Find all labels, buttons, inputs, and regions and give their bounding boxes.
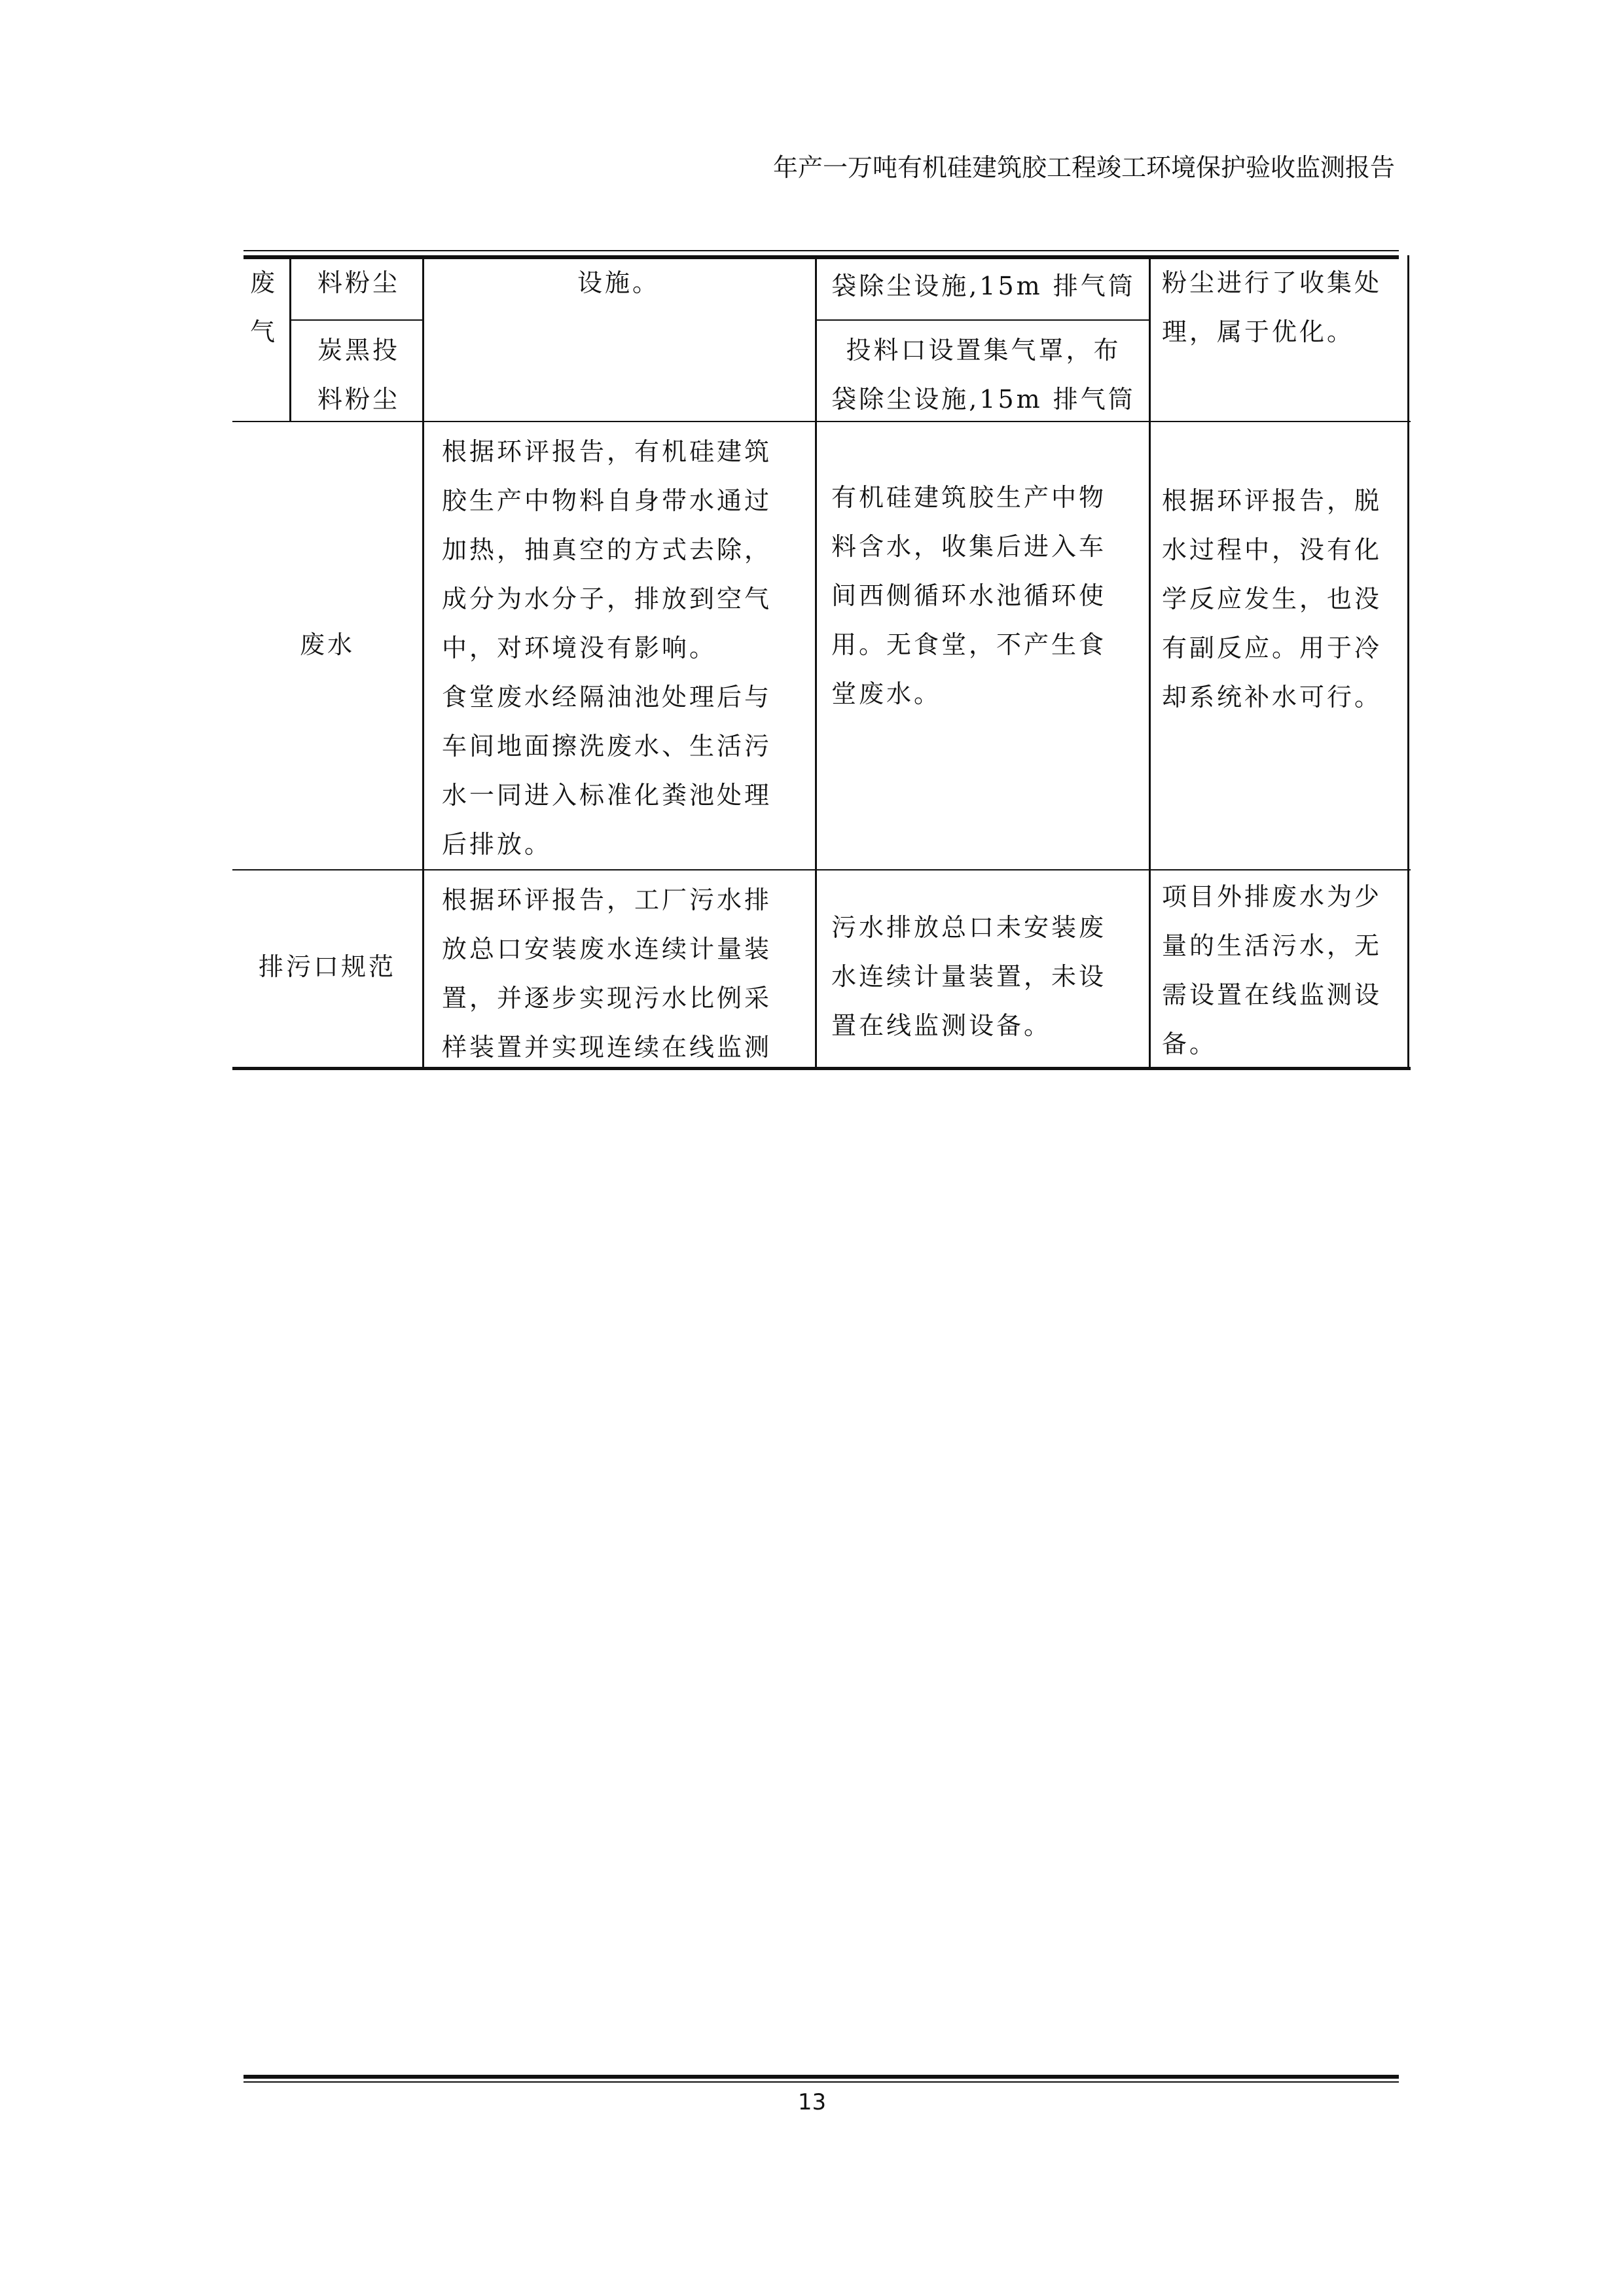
- col-divider-requirement: [815, 255, 817, 1068]
- cell-conclusion-wastewater: 根据环评报告，脱 水过程中，没有化 学反应发生，也没 有副反应。用于冷 却系统补水可行。: [1162, 486, 1382, 711]
- cell-conclusion-exhaust: 粉尘进行了收集处 理，属于优化。: [1162, 268, 1382, 346]
- cell-category-outlet: 排污口规范: [258, 952, 396, 981]
- col-divider-item: [422, 255, 424, 1068]
- row-divider-sub: [289, 319, 422, 321]
- cell-category-exhaust: 废 气: [249, 268, 278, 346]
- row-divider-2: [232, 869, 1411, 870]
- cell-actual-exhaust-a: 袋除尘设施,15m 排气筒: [831, 272, 1136, 300]
- page-number: 13: [797, 2089, 827, 2115]
- cell-requirement-wastewater: 根据环评报告，有机硅建筑 胶生产中物料自身带水通过 加热，抽真空的方式去除， 成分为水分子，排放到空气 中，对环境没有影响。 食堂废水经隔油池处理后与 车间地面擦洗废水、生活污 水一同进入标准化粪池处理 后排放。: [442, 437, 772, 859]
- footer-rule-thick: [244, 2075, 1399, 2079]
- header-rule-thin: [244, 250, 1399, 251]
- col-divider-actual: [1149, 255, 1151, 1068]
- cell-sub-carbon-powder: 炭黑投 料粉尘: [317, 336, 401, 414]
- cell-actual-outlet: 污水排放总口未安装废 水连续计量装置，未设 置在线监测设备。: [831, 913, 1107, 1040]
- cell-actual-wastewater: 有机硅建筑胶生产中物 料含水，收集后进入车 间西侧循环水池循环使 用。无食堂，不产生食 堂废水。: [831, 483, 1107, 708]
- col-divider-category: [289, 255, 291, 421]
- footer-rule-thin: [244, 2081, 1399, 2083]
- cell-sub-powder: 料粉尘: [317, 268, 401, 297]
- report-title: 年产一万吨有机硅建筑胶工程竣工环境保护验收监测报告: [772, 153, 1395, 182]
- cell-requirement-outlet: 根据环评报告，工厂污水排 放总口安装废水连续计量装 置，并逐步实现污水比例采 样装置并实现连续在线监测: [442, 886, 772, 1062]
- table-right-border: [1407, 255, 1409, 1068]
- cell-conclusion-outlet: 项目外排废水为少 量的生活污水，无 需设置在线监测设 备。: [1162, 882, 1382, 1058]
- cell-category-wastewater: 废水: [299, 630, 355, 659]
- cell-actual-exhaust-b: 投料口设置集气罩，布 袋除尘设施,15m 排气筒: [831, 336, 1136, 414]
- cell-requirement-exhaust: 设施。: [577, 268, 660, 297]
- row-divider-sub-actual: [815, 319, 1149, 321]
